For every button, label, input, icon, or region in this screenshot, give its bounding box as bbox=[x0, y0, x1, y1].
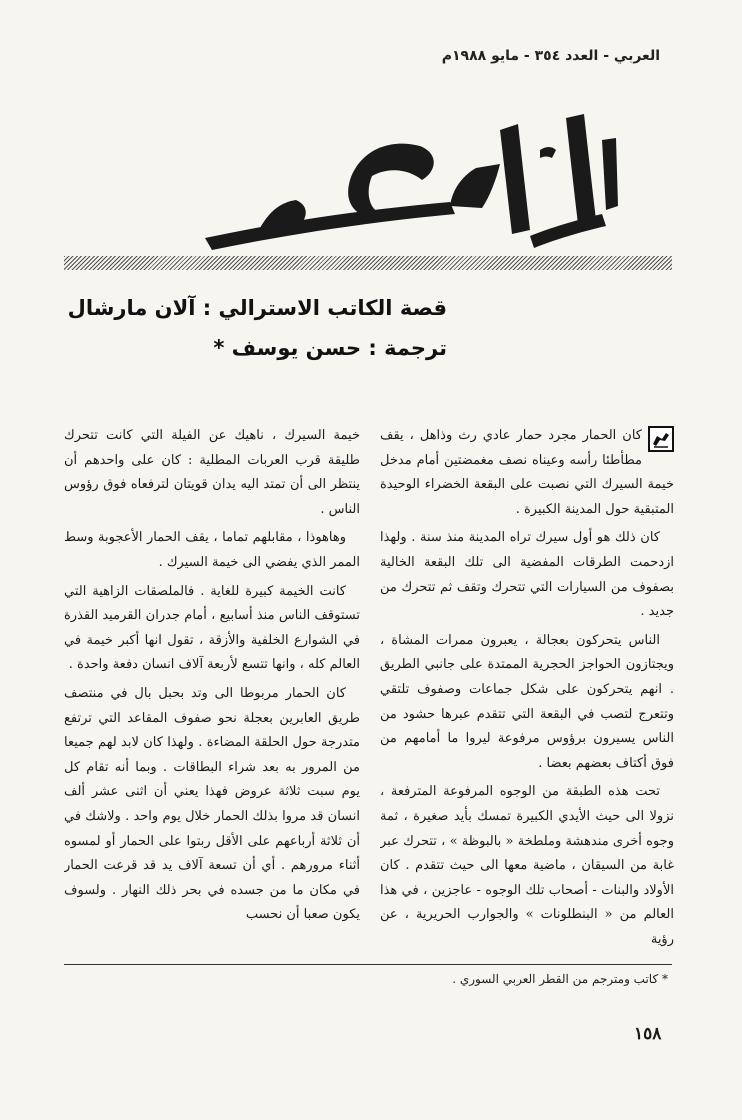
paragraph: خيمة السيرك ، ناهيك عن الفيلة التي كانت تتحرك طليقة قرب العربات المطلية : كان على واحدهم أن ينتظر الى أن تمتد اليه يدان قويتان لترفعاه فوق رؤوس الناس . bbox=[64, 428, 360, 517]
paragraph bbox=[380, 424, 674, 522]
article-title bbox=[200, 110, 620, 260]
calligraphic-title-brush-icon bbox=[200, 110, 620, 260]
author-line: قصة الكاتب الاسترالي : آلان مارشال bbox=[67, 296, 447, 320]
paragraph: وهاهوذا ، مقابلهم تماما ، يقف الحمار الأعجوبة وسط الممر الذي يفضي الى خيمة السيرك . bbox=[64, 530, 360, 570]
paragraph: الناس يتحركون بعجالة ، يعبرون ممرات المشاة ، ويجتازون الحواجز الحجرية الممتدة على جانبي الطريق . انهم يتحركون على شكل جماعات وصفوف تلتقي وتتعرج لتصب في البقعة التي تتقدم عبرها حشود من الناس يسيرون برؤوس مرفوعة ليروا ما أمامهم من فوق أكتاف بعضهم بعضا . bbox=[380, 632, 674, 771]
footnote: * كاتب ومترجم من القطر العربي السوري . bbox=[452, 972, 668, 986]
paragraph: كان الحمار مربوطا الى وتد بحبل بال في منتصف طريق العابرين بعجلة نحو صفوف المقاعد التي ترتفع متدرجة حول الحلقة المضاءة . ولهذا كان لابد لهم جميعا من المرور به بعد شراء البطاقات . وبما أنه تقام كل يوم سبت ثلاثة عروض فهذا يعني أن اثنى عشر ألف انسان قد مروا بذلك الحمار خلال يوم واحد . ولاشك في أن ثلاثة أرباعهم على الأقل ربتوا على الحمار أو لمسوه أثناء مرورهم . أي أن تسعة آلاف يد قد قرعت الحمار في مكان ما من جسده في بحر ذلك النهار . ولسوف يكون صعبا أن نحسب bbox=[64, 685, 360, 923]
paragraph: كانت الخيمة كبيرة للغاية . فالملصقات الزاهية التي تستوقف الناس منذ أسابيع ، أمام جدران القرميد القذرة في الشوارع الخلفية والأزقة ، تقول انها أكبر خيمة في العالم كله ، وانها تتسع لأربعة آلاف انسان دفعة واحدة . bbox=[64, 583, 360, 673]
article-column-left bbox=[64, 424, 360, 954]
running-head: العربي - العدد ٣٥٤ - مايو ١٩٨٨م bbox=[441, 48, 660, 64]
footnote-divider bbox=[64, 964, 672, 965]
paragraph: كان ذلك هو أول سيرك تراه المدينة منذ سنة . ولهذا ازدحمت الطرقات المفضية الى تلك البقعة الخالية بصفوف من السيارات التي تتحرك وتقف ثم تتحرك من جديد . bbox=[380, 530, 674, 620]
decorative-hatched-band bbox=[64, 256, 672, 270]
donkey-emblem-icon bbox=[648, 426, 674, 452]
page-number: ١٥٨ bbox=[634, 1024, 662, 1044]
paragraph-text: كان الحمار مجرد حمار عادي رث وذاهل ، يقف مطأطئا رأسه وعيناه نصف مغمضتين أمام مدخل خيمة السيرك التي نصبت على البقعة الخضراء الوحيدة المتبقية حول المدينة الكبيرة . bbox=[380, 428, 674, 517]
article-column-right bbox=[380, 424, 674, 954]
translator-line: ترجمة : حسن يوسف * bbox=[213, 336, 447, 360]
paragraph: تحت هذه الطبقة من الوجوه المرفوعة المترفعة ، نزولا الى حيث الأيدي الكبيرة تمسك بأيد صغيرة ، ثمة وجوه أخرى مندهشة وملطخة « بالبوظة » ، تتحرك عبر غابة من السيقان ، ماضية معها الى حيث تتقدم . كان الأولاد والبنات - أصحاب تلك الوجوه - عاجزين ، في هذا العالم من « البنطلونات » والجوارب الحريرية ، عن رؤية bbox=[380, 784, 674, 947]
